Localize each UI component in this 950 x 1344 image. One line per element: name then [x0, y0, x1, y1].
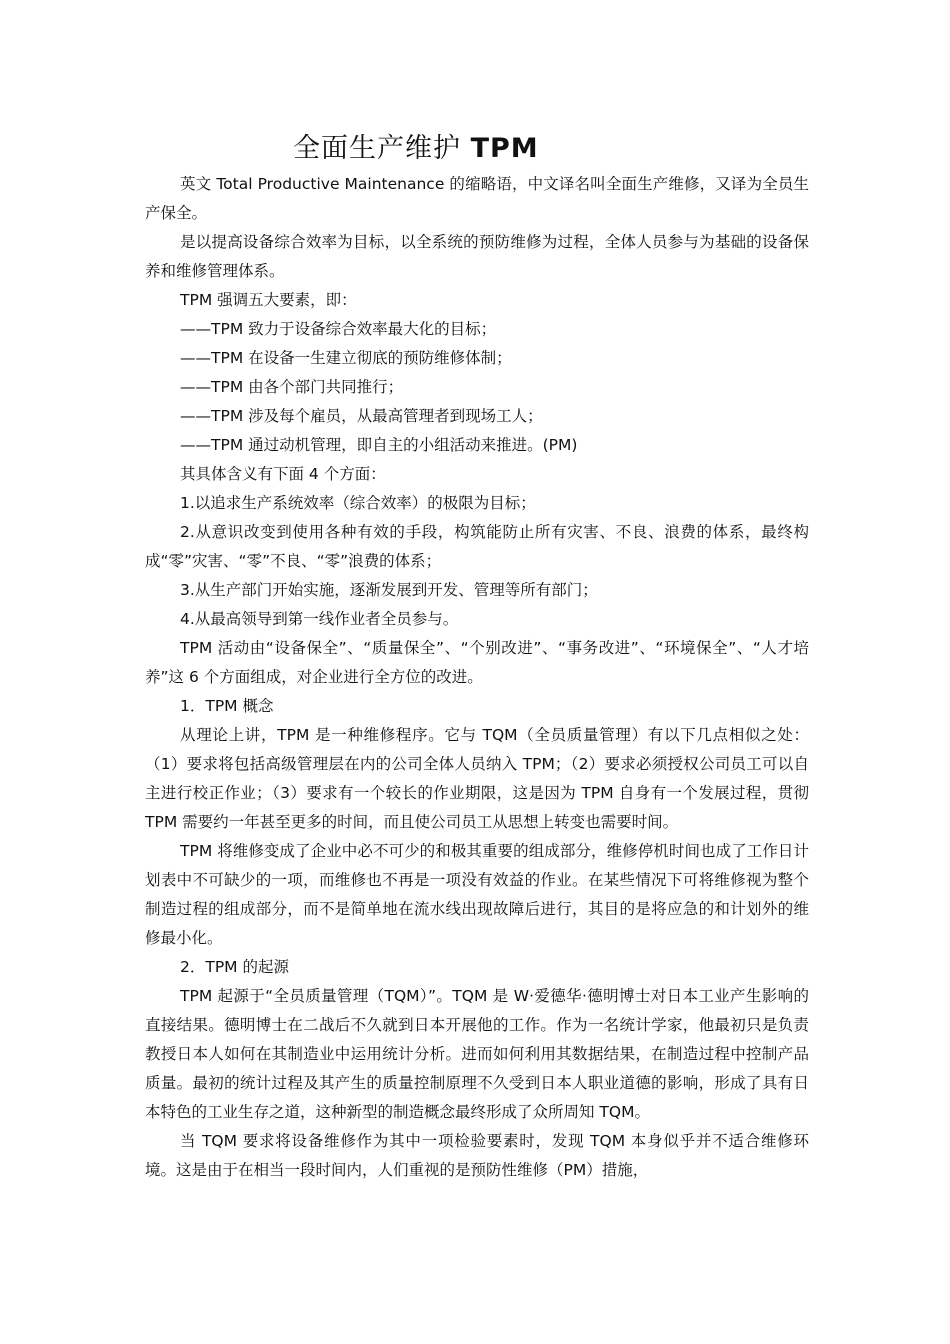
- list-item: ——TPM 致力于设备综合效率最大化的目标；: [180, 320, 497, 338]
- document-body: [145, 170, 809, 1185]
- section-heading: 1．TPM 概念: [180, 697, 274, 715]
- list-item: ——TPM 由各个部门共同推行；: [180, 378, 404, 396]
- list-item: 2.从意识改变到使用各种有效的手段，构筑能防止所有灾害、不良、浪费的体系，最终构成“零”灾害、“零”不良、“零”浪费的体系；: [145, 523, 809, 570]
- list-item: 3.从生产部门开始实施，逐渐发展到开发、管理等所有部门；: [180, 581, 598, 599]
- title-chinese: 全面生产维护: [293, 133, 471, 165]
- paragraph: 英文 Total Productive Maintenance 的缩略语，中文译名叫全面生产维修，又译为全员生产保全。: [145, 175, 809, 222]
- list-item: ——TPM 通过动机管理，即自主的小组活动来推进。(PM): [180, 436, 578, 454]
- list-item: 4.从最高领导到第一线作业者全员参与。: [180, 610, 459, 628]
- paragraph: TPM 强调五大要素，即：: [180, 291, 357, 309]
- paragraph: TPM 起源于“全员质量管理（TQM）”。TQM 是 W·爱德华·德明博士对日本工业产生影响的直接结果。德明博士在二战后不久就到日本开展他的工作。作为一名统计学家，他最初只是负责教授日本人如何在其制造业中运用统计分析。进而如何利用其数据结果，在制造过程中控制产品质量。最初的统计过程及其产生的质量控制原理不久受到日本人职业道德的影响，形成了具有日本特色的工业生存之道，这种新型的制造概念最终形成了众所周知 TQM。: [145, 987, 809, 1121]
- paragraph: 当 TQM 要求将设备维修作为其中一项检验要素时，发现 TQM 本身似乎并不适合维修环境。这是由于在相当一段时间内，人们重视的是预防性维修（PM）措施，: [145, 1132, 809, 1179]
- section-heading: 2．TPM 的起源: [180, 958, 289, 976]
- paragraph: 是以提高设备综合效率为目标，以全系统的预防维修为过程，全体人员参与为基础的设备保养和维修管理体系。: [145, 233, 809, 280]
- document-title: [293, 129, 539, 169]
- list-item: ——TPM 在设备一生建立彻底的预防维修体制；: [180, 349, 512, 367]
- paragraph: 其具体含义有下面 4 个方面：: [180, 465, 386, 483]
- list-item: 1.以追求生产系统效率（综合效率）的极限为目标；: [180, 494, 536, 512]
- title-acronym: TPM: [470, 133, 539, 165]
- paragraph: 从理论上讲，TPM 是一种维修程序。它与 TQM（全员质量管理）有以下几点相似之处：（1）要求将包括高级管理层在内的公司全体人员纳入 TPM；（2）要求必须授权公司员工可以自主进行校正作业；（3）要求有一个较长的作业期限，这是因为 TPM 自身有一个发展过程，贯彻 TPM 需要约一年甚至更多的时间，而且使公司员工从思想上转变也需要时间。: [145, 726, 809, 831]
- paragraph: TPM 将维修变成了企业中必不可少的和极其重要的组成部分，维修停机时间也成了工作日计划表中不可缺少的一项，而维修也不再是一项没有效益的作业。在某些情况下可将维修视为整个制造过程的组成部分，而不是简单地在流水线出现故障后进行，其目的是将应急的和计划外的维修最小化。: [145, 842, 809, 947]
- paragraph: TPM 活动由“设备保全”、“质量保全”、“个别改进”、“事务改进”、“环境保全”、“人才培养”这 6 个方面组成，对企业进行全方位的改进。: [145, 639, 809, 686]
- list-item: ——TPM 涉及每个雇员，从最高管理者到现场工人；: [180, 407, 543, 425]
